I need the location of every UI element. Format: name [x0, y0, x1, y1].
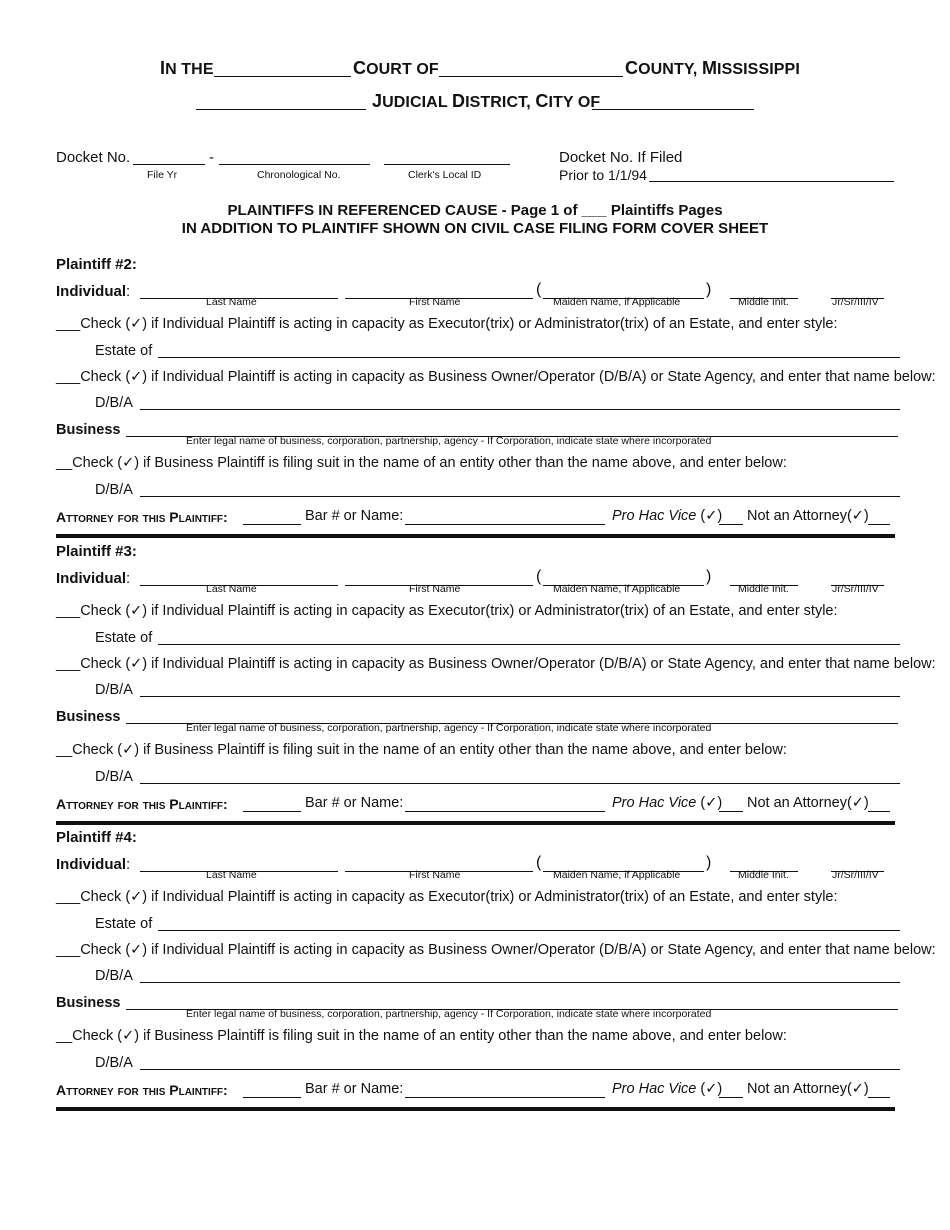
title-line-1: PLAINTIFFS IN REFERENCED CAUSE - Page 1 of ___ Plaintiffs Pages	[227, 202, 723, 219]
business-caption: Enter legal name of business, corporation, partnership, agency - If Corporation, indicate state where incorporated	[186, 435, 712, 447]
first-name-caption: First Name	[409, 582, 461, 595]
other-entity-dba-field[interactable]	[140, 496, 900, 497]
estate-of-label: Estate of	[95, 343, 153, 359]
estate-of-field[interactable]	[158, 357, 900, 358]
last-name-caption: Last Name	[206, 582, 257, 595]
section-divider	[56, 821, 895, 825]
attorney-label: Attorney for this Plaintiff:	[56, 795, 228, 812]
pro-hac-vice-label: Pro Hac Vice (✓)	[612, 794, 723, 811]
executor-checkbox[interactable]: ___Check (✓) if Individual Plaintiff is acting in capacity as Executor(trix) or Administrator(trix) of an Estate, and enter style:	[56, 602, 838, 619]
bar-or-name-label: Bar # or Name:	[305, 508, 404, 524]
maiden-close-paren: )	[706, 854, 712, 871]
other-entity-dba-label: D/B/A	[95, 768, 133, 785]
city-field[interactable]	[592, 109, 754, 110]
not-attorney-label: Not an Attorney(✓)	[747, 794, 869, 811]
prior-to-label: Prior to 1/1/94	[559, 167, 647, 183]
title-line-2: IN ADDITION TO PLAINTIFF SHOWN ON CIVIL CASE FILING FORM COVER SHEET	[181, 220, 769, 237]
other-entity-dba-label: D/B/A	[95, 1055, 133, 1071]
maiden-open-paren: (	[536, 281, 542, 298]
docket-label: Docket No.	[56, 149, 131, 166]
in-the-label: I	[160, 58, 166, 78]
court-of-label: COURT OF	[353, 58, 439, 78]
first-name-caption: First Name	[409, 869, 461, 881]
business-owner-checkbox[interactable]: ___Check (✓) if Individual Plaintiff is acting in capacity as Business Owner/Operator (D/B/A) or State Agency, and enter that name below:	[56, 942, 936, 958]
suffix-caption: Jr/Sr/III/IV	[832, 582, 879, 595]
business-caption: Enter legal name of business, corporation, partnership, agency - If Corporation, indicate state where incorporated	[186, 1008, 712, 1020]
bar-or-name-field[interactable]	[405, 1097, 605, 1098]
other-entity-checkbox[interactable]: __Check (✓) if Business Plaintiff is filing suit in the name of an entity other than the name above, and enter below:	[56, 1028, 787, 1044]
pro-hac-vice-field[interactable]	[719, 524, 743, 525]
pro-hac-vice-label: Pro Hac Vice (✓)	[612, 508, 723, 524]
judicial-district-label: JUDICIAL DISTRICT, CITY OF	[372, 91, 601, 111]
maiden-open-paren: (	[536, 854, 542, 871]
dba-field[interactable]	[140, 982, 900, 983]
court-name-field[interactable]	[439, 76, 623, 77]
not-attorney-field[interactable]	[868, 1097, 890, 1098]
clerk-id-caption: Clerk's Local ID	[408, 169, 482, 181]
dba-label: D/B/A	[95, 395, 133, 411]
pro-hac-vice-label: Pro Hac Vice (✓)	[612, 1081, 723, 1097]
suffix-caption: Jr/Sr/III/IV	[832, 296, 879, 308]
maiden-name-caption: Maiden Name, if Applicable	[553, 869, 681, 881]
middle-init-caption: Middle Init.	[738, 869, 789, 881]
docket-dash: -	[209, 149, 214, 166]
bar-or-name-label: Bar # or Name:	[305, 1081, 404, 1097]
estate-of-field[interactable]	[158, 644, 900, 645]
executor-checkbox[interactable]: ___Check (✓) if Individual Plaintiff is acting in capacity as Executor(trix) or Administrator(trix) of an Estate, and enter style:	[56, 316, 838, 332]
other-entity-dba-label: D/B/A	[95, 482, 133, 498]
not-attorney-label: Not an Attorney(✓)	[747, 1081, 869, 1097]
estate-of-label: Estate of	[95, 629, 153, 646]
attorney-check-field[interactable]	[243, 524, 301, 525]
not-attorney-label: Not an Attorney(✓)	[747, 508, 869, 524]
docket-clerk-id-field[interactable]	[384, 164, 510, 165]
last-name-caption: Last Name	[206, 296, 257, 308]
dba-field[interactable]	[140, 696, 900, 697]
individual-label: Individual:	[56, 856, 131, 873]
other-entity-checkbox[interactable]: __Check (✓) if Business Plaintiff is filing suit in the name of an entity other than the name above, and enter below:	[56, 455, 787, 471]
attorney-check-field[interactable]	[243, 811, 301, 812]
business-caption: Enter legal name of business, corporation, partnership, agency - If Corporation, indicate state where incorporated	[186, 721, 712, 734]
file-yr-caption: File Yr	[147, 169, 178, 181]
prior-docket-field[interactable]	[649, 181, 894, 182]
not-attorney-field[interactable]	[868, 811, 890, 812]
attorney-label: Attorney for this Plaintiff:	[56, 509, 228, 525]
plaintiff-heading: Plaintiff #2:	[56, 256, 137, 273]
last-name-caption: Last Name	[206, 869, 257, 881]
docket-if-filed-label: Docket No. If Filed	[559, 149, 683, 166]
suffix-caption: Jr/Sr/III/IV	[832, 869, 879, 881]
executor-checkbox[interactable]: ___Check (✓) if Individual Plaintiff is acting in capacity as Executor(trix) or Administrator(trix) of an Estate, and enter style:	[56, 889, 838, 905]
bar-or-name-label: Bar # or Name:	[305, 794, 404, 811]
docket-file-yr-field[interactable]	[133, 164, 205, 165]
district-field[interactable]	[196, 109, 366, 110]
dba-label: D/B/A	[95, 681, 133, 698]
business-label: Business	[56, 422, 121, 438]
other-entity-checkbox[interactable]: __Check (✓) if Business Plaintiff is filing suit in the name of an entity other than the name above, and enter below:	[56, 741, 787, 758]
dba-field[interactable]	[140, 409, 900, 410]
attorney-check-field[interactable]	[243, 1097, 301, 1098]
middle-init-caption: Middle Init.	[738, 582, 789, 595]
plaintiff-heading: Plaintiff #3:	[56, 542, 137, 560]
first-name-caption: First Name	[409, 296, 461, 308]
docket-chronological-field[interactable]	[219, 164, 370, 165]
court-line: IN THE	[160, 58, 214, 78]
pro-hac-vice-field[interactable]	[719, 1097, 743, 1098]
individual-label: Individual:	[56, 283, 131, 300]
dba-label: D/B/A	[95, 968, 133, 984]
pro-hac-vice-field[interactable]	[719, 811, 743, 812]
estate-of-field[interactable]	[158, 930, 900, 931]
section-divider	[56, 534, 895, 538]
other-entity-dba-field[interactable]	[140, 783, 900, 784]
maiden-name-caption: Maiden Name, if Applicable	[553, 296, 681, 308]
court-type-field[interactable]	[214, 76, 351, 77]
maiden-close-paren: )	[706, 281, 712, 298]
attorney-label: Attorney for this Plaintiff:	[56, 1082, 228, 1098]
section-divider	[56, 1107, 895, 1111]
other-entity-dba-field[interactable]	[140, 1069, 900, 1070]
plaintiff-heading: Plaintiff #4:	[56, 829, 137, 846]
chronological-caption: Chronological No.	[257, 169, 341, 181]
maiden-open-paren: (	[536, 567, 542, 585]
middle-init-caption: Middle Init.	[738, 296, 789, 308]
not-attorney-field[interactable]	[868, 524, 890, 525]
bar-or-name-field[interactable]	[405, 811, 605, 812]
business-owner-checkbox[interactable]: ___Check (✓) if Individual Plaintiff is acting in capacity as Business Owner/Operator (D/B/A) or State Agency, and enter that name below:	[56, 369, 936, 385]
estate-of-label: Estate of	[95, 916, 153, 932]
bar-or-name-field[interactable]	[405, 524, 605, 525]
business-label: Business	[56, 995, 121, 1011]
county-label: COUNTY, MISSISSIPPI	[625, 58, 800, 78]
business-owner-checkbox[interactable]: ___Check (✓) if Individual Plaintiff is acting in capacity as Business Owner/Operator (D/B/A) or State Agency, and enter that name below:	[56, 655, 936, 672]
business-label: Business	[56, 708, 121, 725]
maiden-name-caption: Maiden Name, if Applicable	[553, 582, 681, 595]
individual-label: Individual:	[56, 569, 131, 587]
maiden-close-paren: )	[706, 567, 712, 585]
